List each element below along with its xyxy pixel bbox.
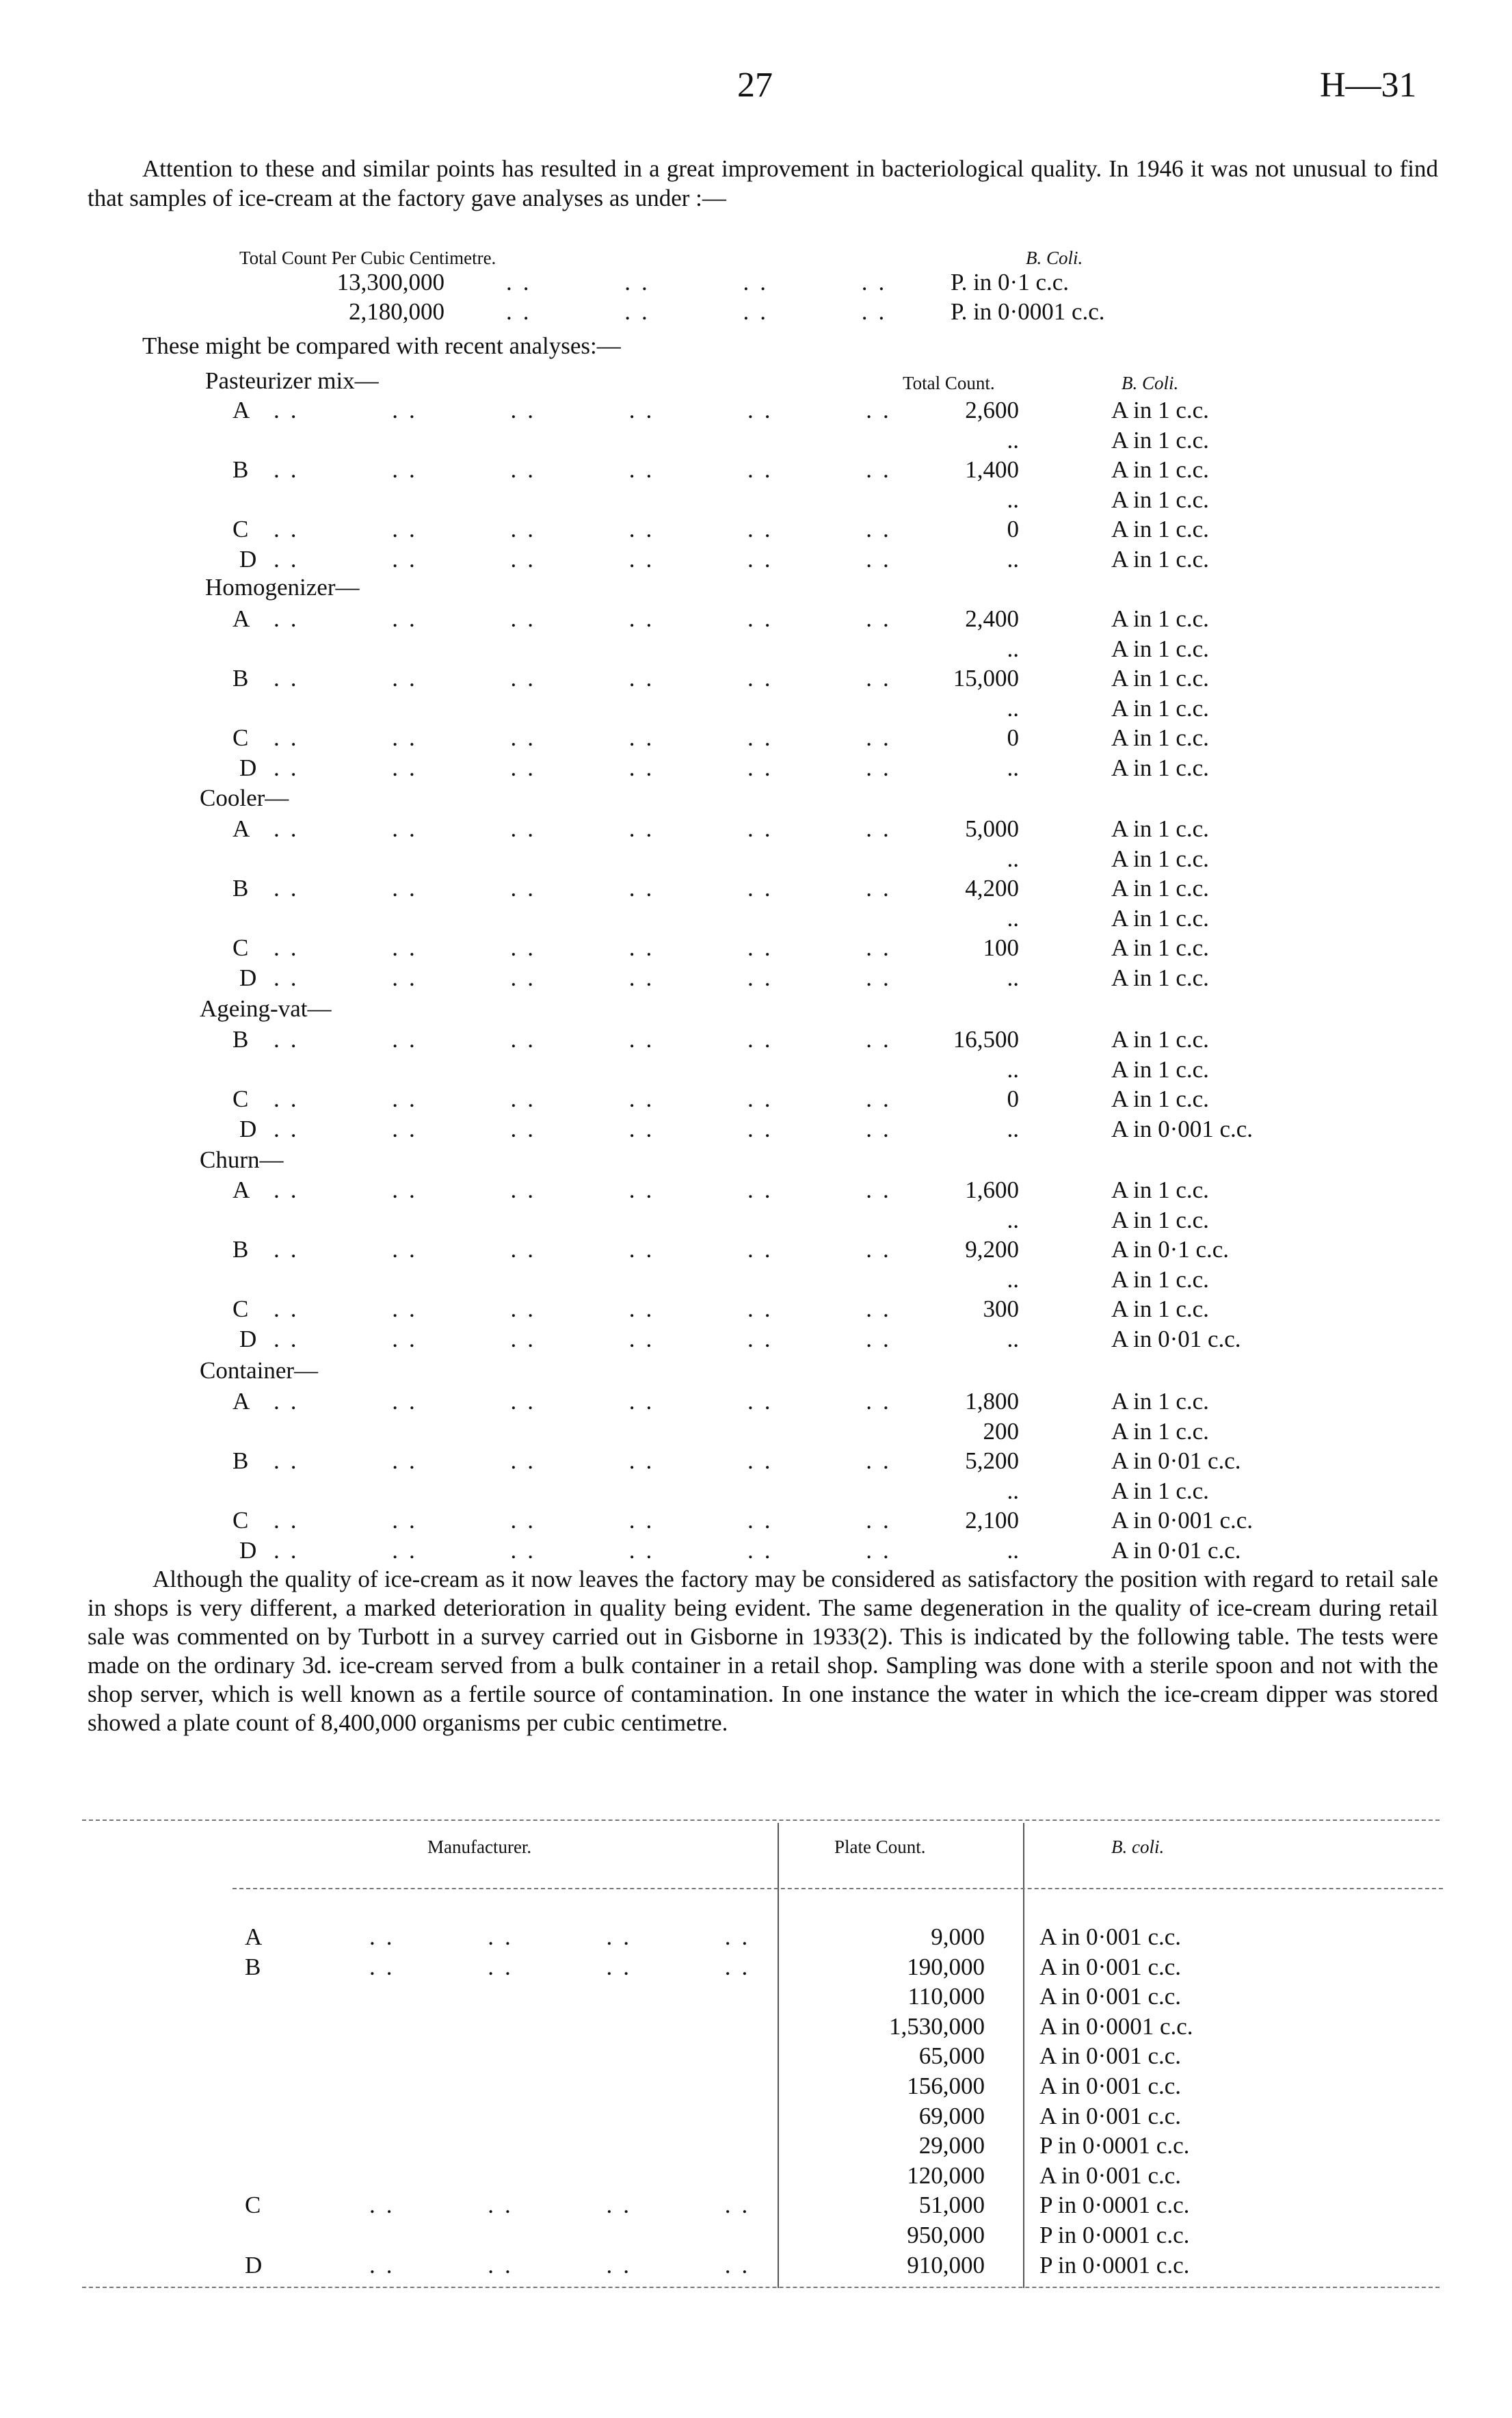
t3-coli-cell: P in 0·0001 c.c. — [1039, 2192, 1190, 2219]
t3-plate-cell: 910,000 — [907, 2251, 985, 2278]
t3-coli-cell: A in 0·001 c.c. — [1039, 1983, 1182, 2010]
t2-total-cell: 1,800 — [965, 1388, 1019, 1415]
t1-total-header: Total Count Per Cubic Centimetre. — [239, 248, 496, 268]
leader-dots: .. .. .. .. .. .. — [274, 1296, 900, 1322]
t2-coli-cell: A in 1 c.c. — [1111, 905, 1209, 932]
leader-dots: .. .. .. .. .. .. — [274, 1537, 900, 1564]
t2-coli-cell: A in 1 c.c. — [1111, 1477, 1209, 1504]
t2-row-label: C — [233, 1507, 249, 1534]
leader-dots: .. .. .. .. — [369, 1953, 759, 1980]
leader-dots: .. .. .. .. .. .. — [274, 1116, 900, 1142]
t3-plate-cell: 110,000 — [907, 1983, 985, 2010]
t2-row-label: B — [233, 1447, 249, 1474]
t3-manufacturer-cell: B — [245, 1953, 261, 1980]
leader-dots: .. .. .. .. .. .. — [274, 1177, 900, 1203]
t2-coli-cell: A in 1 c.c. — [1111, 875, 1209, 902]
t2-total-cell: .. — [1007, 546, 1019, 573]
t2-total-cell: 0 — [1007, 516, 1019, 542]
leader-dots: .. .. .. .. .. .. — [274, 456, 900, 483]
retail-paragraph-text: Although the quality of ice-cream as it now leaves the factory may be considered as satisfactory the position with regard to retail sale in shops is very different, a marked deterioration in quality being evident. The same degeneration in the quality of ice-cream during retail sale was commented on by Turbott in a survey carried out in Gisborne in 1933(2). This is indicated by the following table. The tests were made on the ordinary 3d. ice-cream served from a bulk container in a retail shop. Sampling was done with a sterile spoon and not with the shop server, which is well known as a fertile source of contamination. In one instance the water in which the ice-cream dipper was stored showed a plate count of 8,400,000 organisms per cubic centimetre. — [88, 1566, 1438, 1736]
t2-total-cell: 200 — [983, 1418, 1019, 1445]
t2-row-label: D — [239, 546, 257, 573]
t2-row-label: A — [233, 815, 250, 842]
t2-total-cell: 5,000 — [965, 815, 1019, 842]
t2-coli-cell: A in 0·01 c.c. — [1111, 1326, 1241, 1352]
t3-coli-cell: A in 0·001 c.c. — [1039, 2102, 1182, 2129]
t2-coli-cell: A in 1 c.c. — [1111, 456, 1209, 483]
t3-plate-cell: 69,000 — [918, 2102, 985, 2129]
t2-total-cell: .. — [1007, 1326, 1019, 1352]
table-bottom-rule — [82, 2287, 1440, 2288]
page-reference: H—31 — [1320, 66, 1417, 105]
t1-coli-header: B. Coli. — [1026, 248, 1083, 268]
t2-coli-cell: A in 0·001 c.c. — [1111, 1116, 1254, 1142]
t2-row-label: D — [239, 1116, 257, 1142]
t2-coli-cell: A in 1 c.c. — [1111, 665, 1209, 692]
t2-row-label: A — [233, 397, 250, 423]
t3-manufacturer-cell: A — [245, 1923, 263, 1950]
t3-plate-cell: 51,000 — [918, 2192, 985, 2219]
t2-coli-cell: A in 0·001 c.c. — [1111, 1507, 1254, 1534]
t2-coli-cell: A in 1 c.c. — [1111, 845, 1209, 872]
t3-plate-cell: 29,000 — [918, 2132, 985, 2159]
group-churn: Churn— — [200, 1146, 284, 1173]
t3-coli-cell: A in 0·001 c.c. — [1039, 1923, 1182, 1950]
t2-coli-cell: A in 1 c.c. — [1111, 635, 1209, 662]
leader-dots: .. .. .. .. .. .. — [274, 665, 900, 692]
t3-coli-header: B. coli. — [1111, 1837, 1165, 1857]
t3-plate-cell: 120,000 — [907, 2161, 985, 2189]
t2-row-label: D — [239, 754, 257, 781]
page-number: 27 — [737, 66, 773, 105]
t2-coli-cell: A in 1 c.c. — [1111, 964, 1209, 991]
leader-dots: .. .. .. .. — [506, 298, 896, 325]
t2-coli-cell: A in 1 c.c. — [1111, 1418, 1209, 1445]
t2-total-cell: 0 — [1007, 724, 1019, 751]
table-top-rule — [82, 1819, 1440, 1821]
t2-coli-cell: A in 1 c.c. — [1111, 427, 1209, 454]
t2-coli-cell: A in 1 c.c. — [1111, 1026, 1209, 1053]
t2-row-label: D — [239, 1326, 257, 1352]
column-rule-1 — [778, 1823, 779, 2288]
t2-total-cell: .. — [1007, 1116, 1019, 1142]
leader-dots: .. .. .. .. .. .. — [274, 1507, 900, 1534]
t2-coli-cell: A in 1 c.c. — [1111, 934, 1209, 961]
t2-coli-cell: A in 1 c.c. — [1111, 754, 1209, 781]
t2-total-cell: .. — [1007, 695, 1019, 722]
group-pasteurizer: Pasteurizer mix— — [205, 367, 379, 394]
leader-dots: .. .. .. .. .. .. — [274, 1086, 900, 1112]
t3-plate-header: Plate Count. — [834, 1837, 926, 1857]
t1-total-cell: 13,300,000 — [336, 269, 445, 295]
t2-total-cell: .. — [1007, 1207, 1019, 1233]
leader-dots: .. .. .. .. .. .. — [274, 724, 900, 751]
t2-total-cell: 4,200 — [965, 875, 1019, 902]
group-container: Container— — [200, 1357, 319, 1384]
t3-plate-cell: 156,000 — [907, 2073, 985, 2099]
t2-coli-cell: A in 0·01 c.c. — [1111, 1447, 1241, 1474]
leader-dots: .. .. .. .. .. .. — [274, 397, 900, 423]
t2-total-cell: .. — [1007, 486, 1019, 513]
leader-dots: .. .. .. .. .. .. — [274, 875, 900, 902]
comparison-intro: These might be compared with recent analyses:— — [142, 332, 621, 359]
leader-dots: .. .. .. .. — [369, 1923, 759, 1950]
t3-coli-cell: P in 0·0001 c.c. — [1039, 2132, 1190, 2159]
t3-coli-cell: P in 0·0001 c.c. — [1039, 2222, 1190, 2248]
t2-coli-cell: A in 1 c.c. — [1111, 486, 1209, 513]
t2-row-label: B — [233, 665, 249, 692]
retail-paragraph — [88, 1565, 1438, 1737]
t2-total-cell: 2,600 — [965, 397, 1019, 423]
t2-total-cell: 2,400 — [965, 605, 1019, 632]
t2-total-cell: 100 — [983, 934, 1019, 961]
t2-total-cell: 300 — [983, 1296, 1019, 1322]
leader-dots: .. .. .. .. — [506, 269, 896, 295]
t1-coli-cell: P. in 0·1 c.c. — [951, 269, 1070, 295]
leader-dots: .. .. .. .. .. .. — [274, 815, 900, 842]
group-cooler: Cooler— — [200, 785, 289, 811]
t1-total-cell: 2,180,000 — [349, 298, 445, 325]
t3-manufacturer-cell: C — [245, 2192, 261, 2219]
leader-dots: .. .. .. .. .. .. — [274, 1026, 900, 1053]
t2-coli-cell: A in 1 c.c. — [1111, 397, 1209, 423]
t3-plate-cell: 950,000 — [907, 2222, 985, 2248]
t2-coli-cell: A in 1 c.c. — [1111, 1056, 1209, 1083]
group-homogenizer: Homogenizer— — [205, 574, 360, 601]
leader-dots: .. .. .. .. .. .. — [274, 1326, 900, 1352]
t1-coli-cell: P. in 0·0001 c.c. — [951, 298, 1105, 325]
t2-total-cell: 15,000 — [953, 665, 1019, 692]
t2-coli-cell: A in 1 c.c. — [1111, 516, 1209, 542]
t3-manufacturer-cell: D — [245, 2251, 263, 2278]
t3-plate-cell: 9,000 — [931, 1923, 985, 1950]
t2-total-cell: .. — [1007, 1056, 1019, 1083]
t3-coli-cell: A in 0·0001 c.c. — [1039, 2012, 1193, 2040]
t3-plate-cell: 190,000 — [907, 1953, 985, 1980]
header-rule — [233, 1888, 1443, 1889]
t2-total-cell: 0 — [1007, 1086, 1019, 1112]
column-rule-2 — [1023, 1823, 1024, 2288]
t2-row-label: A — [233, 1388, 250, 1415]
t2-total-cell: 1,400 — [965, 456, 1019, 483]
t2-total-header: Total Count. — [903, 373, 995, 393]
t2-coli-cell: A in 1 c.c. — [1111, 815, 1209, 842]
leader-dots: .. .. .. .. .. .. — [274, 605, 900, 632]
leader-dots: .. .. .. .. .. .. — [274, 1236, 900, 1263]
t3-coli-cell: A in 0·001 c.c. — [1039, 1953, 1182, 1980]
t3-coli-cell: P in 0·0001 c.c. — [1039, 2251, 1190, 2278]
t3-coli-cell: A in 0·001 c.c. — [1039, 2042, 1182, 2070]
t2-total-cell: 9,200 — [965, 1236, 1019, 1263]
leader-dots: .. .. .. .. .. .. — [274, 1388, 900, 1415]
leader-dots: .. .. .. .. — [369, 2251, 759, 2278]
leader-dots: .. .. .. .. .. .. — [274, 1447, 900, 1474]
t2-coli-header: B. Coli. — [1122, 373, 1179, 393]
t2-total-cell: .. — [1007, 635, 1019, 662]
t2-coli-cell: A in 1 c.c. — [1111, 1266, 1209, 1293]
t2-row-label: B — [233, 1026, 249, 1053]
t2-row-label: D — [239, 964, 257, 991]
t2-coli-cell: A in 1 c.c. — [1111, 1296, 1209, 1322]
intro-paragraph-text: Attention to these and similar points has resulted in a great improvement in bacteriological quality. In 1946 it was not unusual to find that samples of ice-cream at the factory gave analyses as under :— — [88, 155, 1438, 211]
t2-total-cell: .. — [1007, 427, 1019, 454]
t2-total-cell: .. — [1007, 754, 1019, 781]
group-ageing-vat: Ageing-vat— — [200, 995, 332, 1022]
leader-dots: .. .. .. .. .. .. — [274, 546, 900, 573]
t2-coli-cell: A in 1 c.c. — [1111, 1207, 1209, 1233]
t3-plate-cell: 1,530,000 — [889, 2012, 985, 2040]
t2-row-label: C — [233, 516, 249, 542]
t2-row-label: C — [233, 934, 249, 961]
leader-dots: .. .. .. .. .. .. — [274, 516, 900, 542]
t2-row-label: A — [233, 1177, 250, 1203]
leader-dots: .. .. .. .. .. .. — [274, 964, 900, 991]
t2-coli-cell: A in 1 c.c. — [1111, 724, 1209, 751]
t2-row-label: B — [233, 875, 249, 902]
t2-row-label: A — [233, 605, 250, 632]
leader-dots: .. .. .. .. — [369, 2192, 759, 2219]
t2-total-cell: .. — [1007, 905, 1019, 932]
t2-total-cell: 2,100 — [965, 1507, 1019, 1534]
leader-dots: .. .. .. .. .. .. — [274, 754, 900, 781]
t2-row-label: B — [233, 1236, 249, 1263]
t3-plate-cell: 65,000 — [918, 2042, 985, 2070]
t2-row-label: B — [233, 456, 249, 483]
t2-total-cell: .. — [1007, 845, 1019, 872]
t2-total-cell: .. — [1007, 1537, 1019, 1564]
t2-total-cell: 1,600 — [965, 1177, 1019, 1203]
t2-total-cell: .. — [1007, 1477, 1019, 1504]
leader-dots: .. .. .. .. .. .. — [274, 934, 900, 961]
t3-coli-cell: A in 0·001 c.c. — [1039, 2161, 1182, 2189]
t2-total-cell: .. — [1007, 1266, 1019, 1293]
t2-coli-cell: A in 1 c.c. — [1111, 695, 1209, 722]
t2-total-cell: .. — [1007, 964, 1019, 991]
t3-coli-cell: A in 0·001 c.c. — [1039, 2073, 1182, 2099]
t2-coli-cell: A in 0·01 c.c. — [1111, 1537, 1241, 1564]
t2-coli-cell: A in 1 c.c. — [1111, 605, 1209, 632]
t2-total-cell: 16,500 — [953, 1026, 1019, 1053]
t2-coli-cell: A in 0·1 c.c. — [1111, 1236, 1230, 1263]
t2-row-label: C — [233, 724, 249, 751]
t2-coli-cell: A in 1 c.c. — [1111, 1388, 1209, 1415]
t2-coli-cell: A in 1 c.c. — [1111, 546, 1209, 573]
intro-paragraph — [88, 154, 1438, 213]
t2-row-label: C — [233, 1086, 249, 1112]
t3-manufacturer-header: Manufacturer. — [427, 1837, 532, 1857]
t2-total-cell: 5,200 — [965, 1447, 1019, 1474]
t2-coli-cell: A in 1 c.c. — [1111, 1086, 1209, 1112]
t2-coli-cell: A in 1 c.c. — [1111, 1177, 1209, 1203]
t2-row-label: C — [233, 1296, 249, 1322]
t2-row-label: D — [239, 1537, 257, 1564]
